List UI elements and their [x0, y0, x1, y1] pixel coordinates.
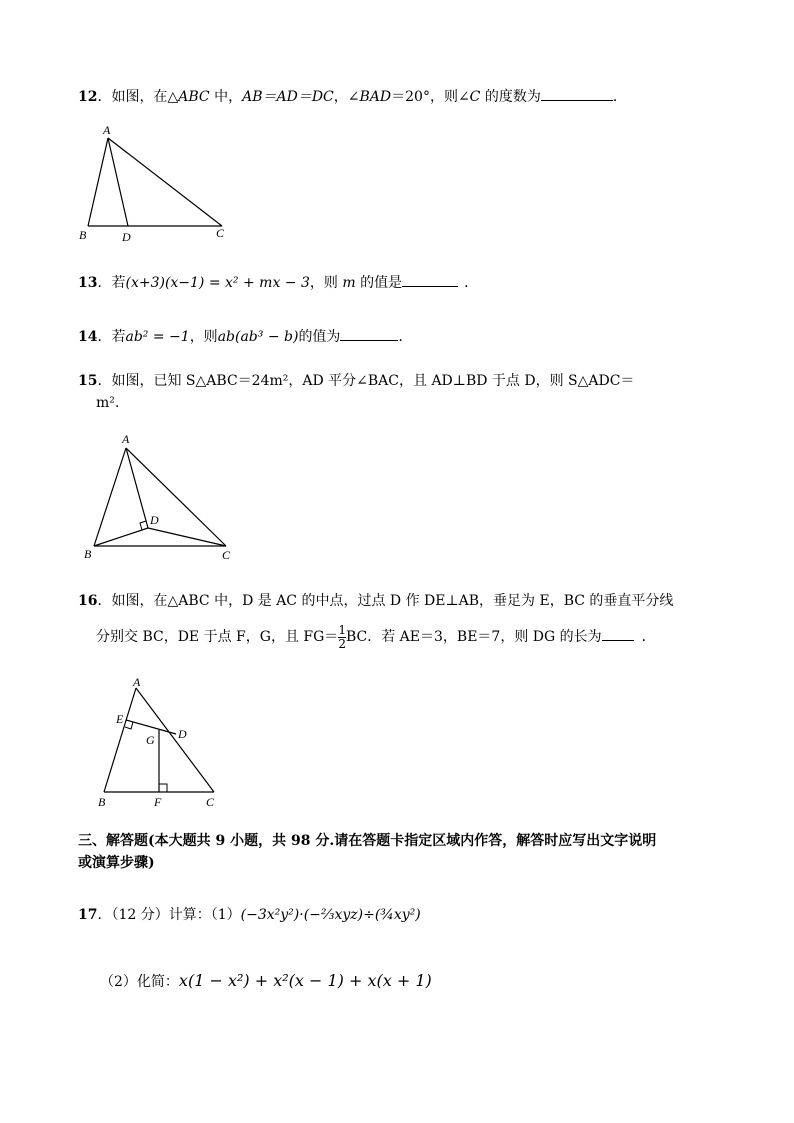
q17-line-1: 17．（12 分）计算：（1）(−3x²y²)·(−⅔xyz)÷(¾xy²) — [78, 907, 421, 923]
q14-expression-2: ab(ab³ − b) — [217, 329, 299, 345]
q16-fraction: $\frac{1}{2}$ — [338, 622, 346, 651]
q16-line-2: 分别交 BC，DE 于点 F，G，且 FG＝ $\frac{1}{2}$ BC．若 AE＝3，BE＝7，则 DG 的长为 ． — [96, 622, 656, 651]
q12-answer-blank[interactable] — [541, 86, 613, 101]
q15-label-a: A — [122, 432, 130, 446]
q14-answer-blank[interactable] — [340, 326, 398, 341]
q13-number: 13 — [78, 275, 98, 291]
q12-number: 12 — [78, 89, 98, 105]
q13-expression: (x+3)(x−1) = x² + mx − 3 — [125, 275, 310, 291]
q12-line: 12．如图，在△ABC 中，AB＝AD＝DC，∠BAD＝20°，则∠C 的度数为 ． — [78, 86, 627, 106]
q16-label-d: D — [178, 727, 187, 741]
q16-label-a: A — [133, 675, 141, 689]
q13-answer-blank[interactable] — [402, 272, 458, 287]
q14-line: 14．若ab² = −1，则ab(ab³ − b)的值为 ． — [78, 326, 412, 346]
q15-label-c: C — [222, 548, 231, 562]
q14-expression-1: ab² = −1 — [125, 329, 190, 345]
q17-number: 17 — [78, 907, 98, 923]
q16-label-e: E — [116, 712, 124, 726]
q15-number: 15 — [78, 373, 98, 389]
section-3-heading: 三、解答题(本大题共 9 小题，共 98 分.请在答题卡指定区域内作答，解答时应写出文字说明 或演算步骤) — [78, 833, 657, 871]
q16-label-f: F — [154, 795, 162, 809]
q15-line-2: m². — [96, 395, 120, 411]
q12-label-a: A — [103, 123, 111, 137]
q12-label-d: D — [122, 230, 131, 244]
q13-line: 13．若(x+3)(x−1) = x² + mx − 3，则 m 的值是 ． — [78, 272, 478, 292]
q16-line-1: 16．如图，在△ABC 中，D 是 AC 的中点，过点 D 作 DE⊥AB，垂足为 E，BC 的垂直平分线 — [78, 593, 674, 609]
q17-expression-2: x(1 − x²) + x²(x − 1) + x(x + 1) — [178, 971, 432, 990]
q15-label-b: B — [84, 547, 92, 561]
q16-label-c: C — [206, 795, 215, 809]
q16-label-g: G — [146, 733, 155, 747]
q16-number: 16 — [78, 593, 98, 609]
q12-figure — [76, 122, 236, 246]
q15-line-1: 15．如图，已知 S△ABC＝24m²，AD 平分∠BAC，且 AD⊥BD 于点 D，则 S△ADC＝ — [78, 373, 635, 389]
q15-figure — [80, 430, 240, 565]
q16-label-b: B — [98, 795, 106, 809]
q16-figure — [90, 670, 230, 815]
q14-number: 14 — [78, 329, 98, 345]
q16-answer-blank[interactable] — [602, 626, 634, 641]
q12-label-b: B — [79, 228, 87, 242]
q12-label-c: C — [216, 226, 225, 240]
q17-line-2: （2）化简：x(1 − x²) + x²(x − 1) + x(x + 1) — [100, 971, 432, 990]
q17-expression-1: (−3x²y²)·(−⅔xyz)÷(¾xy²) — [240, 907, 421, 923]
q15-label-d: D — [150, 513, 159, 527]
